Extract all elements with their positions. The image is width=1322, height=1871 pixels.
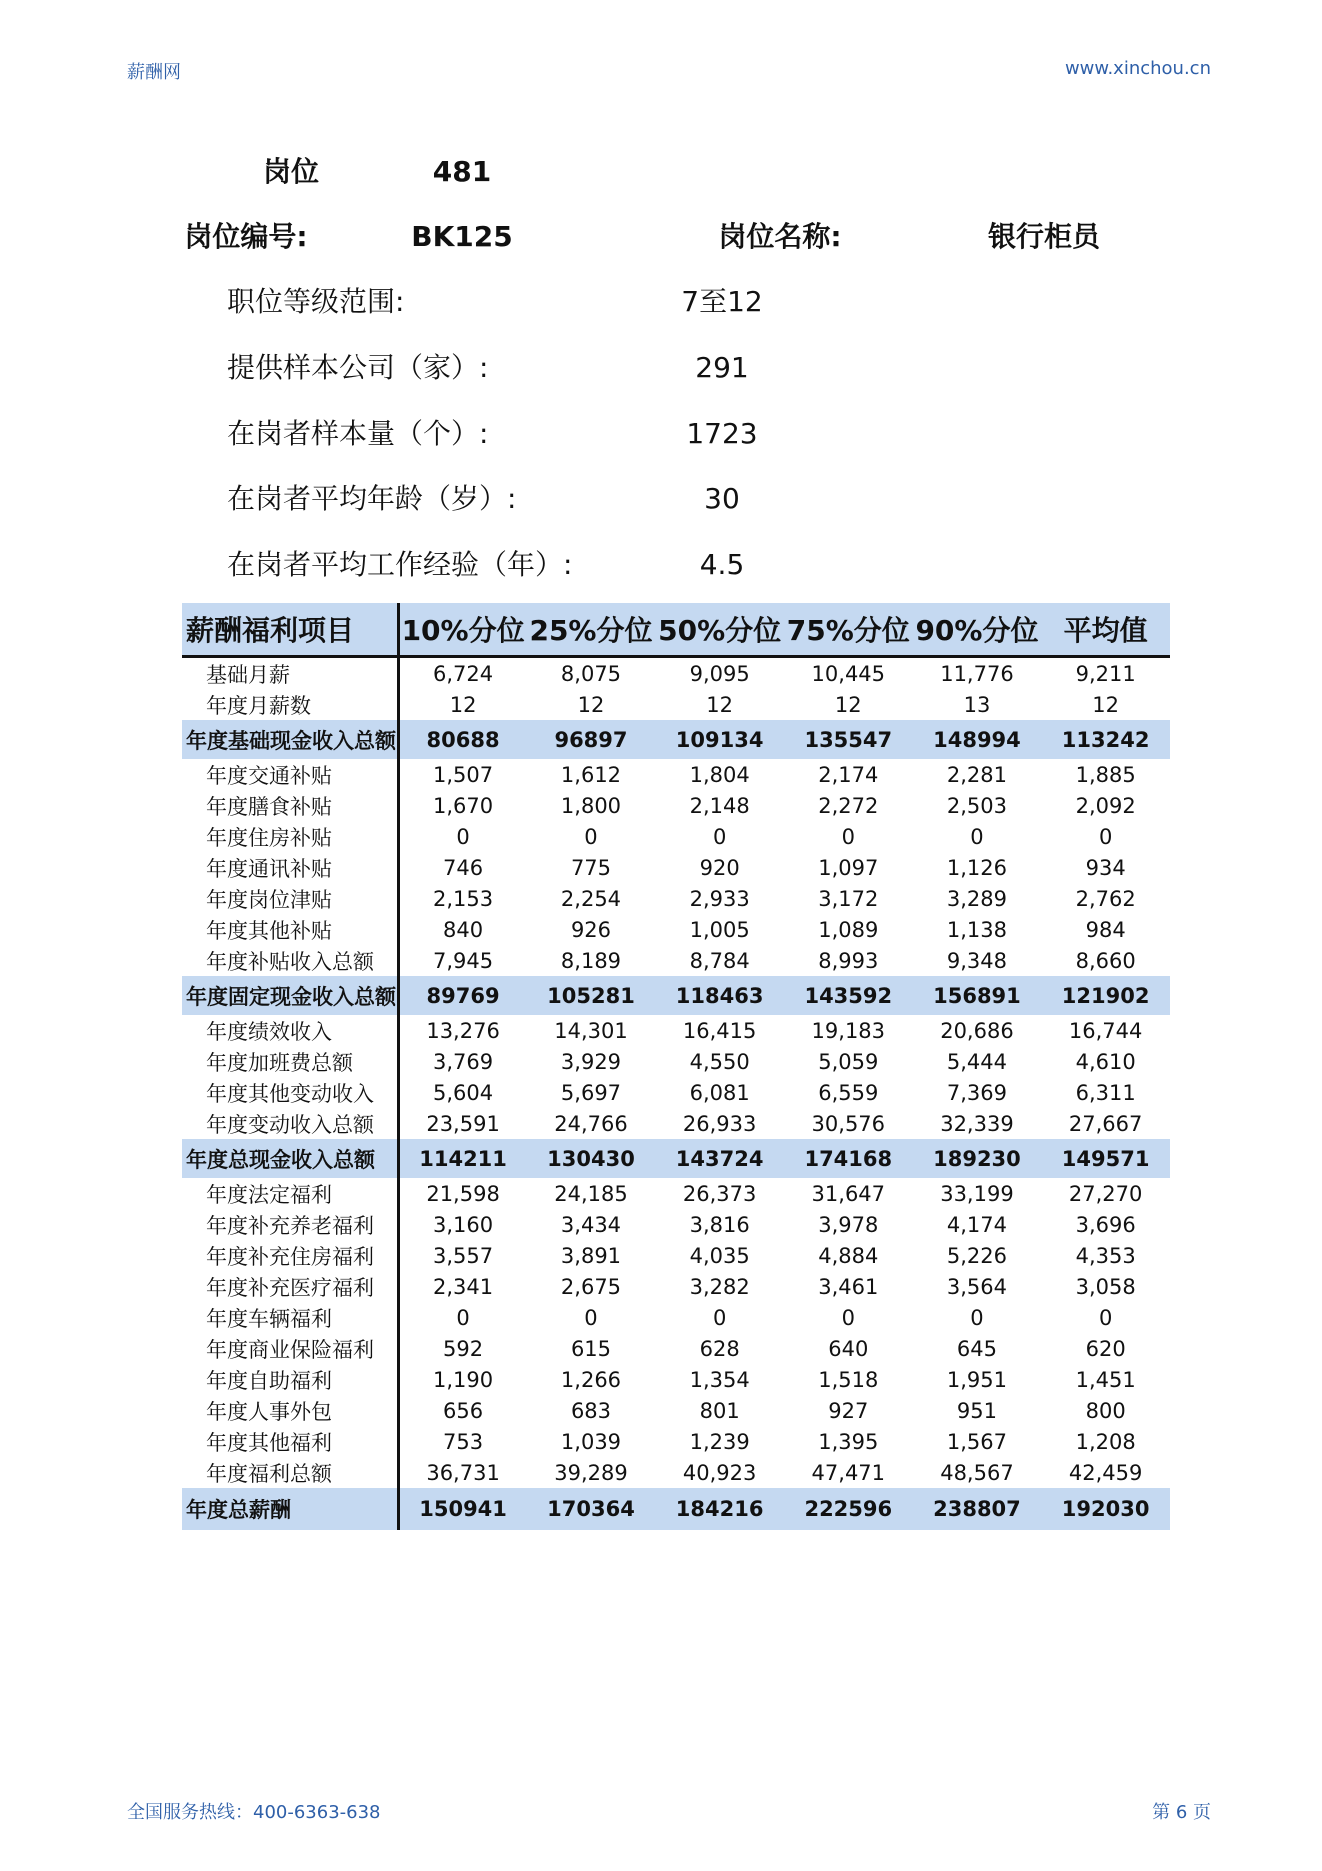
sample-size-label: 在岗者样本量（个）: — [227, 417, 489, 450]
cell-value: 2,933 — [689, 886, 750, 911]
cell-value: 42,459 — [1068, 1460, 1143, 1485]
sample-companies-value: 291 — [695, 351, 749, 384]
footer-hotline: 全国服务热线：400-6363-638 — [127, 1802, 381, 1823]
cell-value: 0 — [841, 1305, 855, 1330]
post-name-value: 银行柜员 — [987, 220, 1101, 253]
cell-value: 12 — [577, 692, 605, 717]
table-row — [182, 759, 1170, 790]
post-label: 岗位 — [262, 155, 320, 188]
table-row — [182, 657, 1170, 690]
cell-value: 0 — [1098, 1305, 1113, 1330]
table-row — [182, 945, 1170, 976]
cell-value: 89769 — [398, 976, 527, 1015]
cell-value: 2,341 — [433, 1274, 494, 1299]
cell-value: 0 — [456, 1305, 470, 1330]
row-label: 年度绩效收入 — [182, 1015, 398, 1046]
grade-range-value: 7至12 — [681, 285, 763, 318]
cell-value: 3,557 — [433, 1243, 494, 1268]
cell-value: 3,289 — [946, 886, 1008, 911]
cell-value: 13,276 — [426, 1018, 500, 1043]
row-label: 年度住房补贴 — [182, 821, 398, 852]
table-row — [182, 1457, 1170, 1488]
cell-value: 0 — [970, 1305, 984, 1330]
cell-value: 5,059 — [818, 1049, 879, 1074]
cell-value: 12 — [449, 692, 477, 717]
cell-value: 11,776 — [940, 661, 1014, 686]
cell-value: 26,373 — [682, 1181, 757, 1206]
cell-value: 96897 — [527, 720, 656, 759]
cell-value: 0 — [841, 824, 855, 849]
cell-value: 170364 — [527, 1488, 656, 1530]
cell-value: 80688 — [398, 720, 527, 759]
cell-value: 32,339 — [940, 1111, 1014, 1136]
cell-value: 3,434 — [560, 1212, 622, 1237]
table-row — [182, 883, 1170, 914]
cell-value: 2,254 — [560, 886, 622, 911]
row-label: 年度补充住房福利 — [182, 1240, 398, 1271]
cell-value: 801 — [699, 1398, 740, 1423]
col-header-p25: 25%分位 — [527, 603, 656, 657]
cell-value: 7,369 — [946, 1080, 1008, 1105]
cell-value: 620 — [1085, 1336, 1126, 1361]
cell-value: 149571 — [1041, 1139, 1170, 1178]
row-label: 年度商业保险福利 — [182, 1333, 398, 1364]
cell-value: 645 — [956, 1336, 997, 1361]
post-number: 481 — [432, 155, 492, 188]
cell-value: 148994 — [913, 720, 1042, 759]
cell-value: 143592 — [784, 976, 913, 1015]
cell-value: 1,208 — [1075, 1429, 1136, 1454]
row-label: 年度月薪数 — [182, 689, 398, 720]
cell-value: 33,199 — [940, 1181, 1014, 1206]
cell-value: 13 — [963, 692, 991, 717]
table-row — [182, 914, 1170, 945]
row-label: 年度其他变动收入 — [182, 1077, 398, 1108]
row-label: 基础月薪 — [182, 657, 398, 690]
cell-value: 143724 — [655, 1139, 784, 1178]
cell-value: 0 — [584, 1305, 598, 1330]
cell-value: 1,239 — [689, 1429, 750, 1454]
col-header-p90: 90%分位 — [913, 603, 1042, 657]
col-header-p50: 50%分位 — [655, 603, 784, 657]
post-code-value: BK125 — [411, 220, 513, 253]
row-label: 年度福利总额 — [182, 1457, 398, 1488]
cell-value: 1,567 — [946, 1429, 1008, 1454]
cell-value: 2,272 — [818, 793, 879, 818]
cell-value: 640 — [828, 1336, 869, 1361]
post-name-label: 岗位名称: — [718, 220, 842, 253]
cell-value: 3,769 — [433, 1049, 494, 1074]
cell-value: 47,471 — [811, 1460, 886, 1485]
cell-value: 8,189 — [560, 948, 622, 973]
cell-value: 36,731 — [426, 1460, 500, 1485]
cell-value: 775 — [570, 855, 612, 880]
cell-value: 592 — [443, 1336, 484, 1361]
cell-value: 3,696 — [1075, 1212, 1136, 1237]
average-experience-label: 在岗者平均工作经验（年）: — [227, 548, 573, 581]
cell-value: 2,153 — [433, 886, 494, 911]
cell-value: 1,126 — [946, 855, 1008, 880]
cell-value: 4,610 — [1075, 1049, 1136, 1074]
table-summary-row — [182, 1488, 1170, 1530]
cell-value: 150941 — [398, 1488, 527, 1530]
row-label: 年度人事外包 — [182, 1395, 398, 1426]
cell-value: 1,190 — [433, 1367, 494, 1392]
cell-value: 1,507 — [433, 762, 494, 787]
cell-value: 3,461 — [818, 1274, 879, 1299]
cell-value: 1,800 — [560, 793, 622, 818]
row-label: 年度补充医疗福利 — [182, 1271, 398, 1302]
cell-value: 5,604 — [433, 1080, 494, 1105]
cell-value: 800 — [1085, 1398, 1126, 1423]
cell-value: 8,784 — [689, 948, 750, 973]
table-row — [182, 821, 1170, 852]
cell-value: 3,978 — [818, 1212, 879, 1237]
cell-value: 2,281 — [946, 762, 1008, 787]
footer-page-number: 第 6 页 — [1152, 1802, 1211, 1823]
cell-value: 7,945 — [433, 948, 494, 973]
cell-value: 19,183 — [811, 1018, 886, 1043]
row-label: 年度通讯补贴 — [182, 852, 398, 883]
cell-value: 9,211 — [1075, 661, 1136, 686]
cell-value: 192030 — [1041, 1488, 1170, 1530]
cell-value: 121902 — [1041, 976, 1170, 1015]
header-site-name: 薪酬网 — [127, 62, 181, 83]
row-label: 年度交通补贴 — [182, 759, 398, 790]
cell-value: 1,612 — [560, 762, 622, 787]
cell-value: 628 — [699, 1336, 740, 1361]
cell-value: 1,451 — [1075, 1367, 1136, 1392]
cell-value: 1,097 — [818, 855, 879, 880]
cell-value: 984 — [1085, 917, 1126, 942]
cell-value: 24,185 — [554, 1181, 628, 1206]
cell-value: 2,148 — [689, 793, 750, 818]
cell-value: 40,923 — [682, 1460, 757, 1485]
cell-value: 130430 — [527, 1139, 656, 1178]
cell-value: 6,081 — [689, 1080, 750, 1105]
cell-value: 3,929 — [560, 1049, 622, 1074]
cell-value: 1,039 — [560, 1429, 622, 1454]
cell-value: 189230 — [913, 1139, 1042, 1178]
cell-value: 1,266 — [560, 1367, 622, 1392]
col-header-average: 平均值 — [1041, 603, 1170, 657]
cell-value: 0 — [1098, 824, 1113, 849]
cell-value: 1,951 — [946, 1367, 1008, 1392]
cell-value: 21,598 — [426, 1181, 500, 1206]
row-label: 年度总现金收入总额 — [182, 1139, 398, 1178]
cell-value: 0 — [970, 824, 984, 849]
cell-value: 238807 — [913, 1488, 1042, 1530]
cell-value: 920 — [699, 855, 740, 880]
table-row — [182, 1046, 1170, 1077]
table-summary-row — [182, 976, 1170, 1015]
table-summary-row — [182, 720, 1170, 759]
cell-value: 31,647 — [811, 1181, 886, 1206]
cell-value: 3,282 — [689, 1274, 750, 1299]
row-label: 年度基础现金收入总额 — [182, 720, 398, 759]
cell-value: 926 — [570, 917, 612, 942]
cell-value: 8,993 — [818, 948, 879, 973]
table-row — [182, 689, 1170, 720]
cell-value: 5,697 — [560, 1080, 622, 1105]
table-row — [182, 1271, 1170, 1302]
row-label: 年度其他福利 — [182, 1426, 398, 1457]
table-row — [182, 1240, 1170, 1271]
row-label: 年度加班费总额 — [182, 1046, 398, 1077]
header-site-url[interactable]: www.xinchou.cn — [1064, 58, 1211, 79]
cell-value: 2,092 — [1075, 793, 1136, 818]
table-row — [182, 1426, 1170, 1457]
table-row — [182, 1395, 1170, 1426]
cell-value: 23,591 — [426, 1111, 500, 1136]
cell-value: 2,675 — [560, 1274, 622, 1299]
cell-value: 4,174 — [946, 1212, 1008, 1237]
cell-value: 9,095 — [689, 661, 750, 686]
table-summary-row — [182, 1139, 1170, 1178]
cell-value: 3,816 — [689, 1212, 750, 1237]
table-row — [182, 852, 1170, 883]
cell-value: 222596 — [784, 1488, 913, 1530]
col-header-item: 薪酬福利项目 — [182, 603, 398, 657]
average-age-value: 30 — [704, 482, 740, 515]
cell-value: 6,724 — [433, 661, 494, 686]
cell-value: 30,576 — [811, 1111, 886, 1136]
salary-table-header-row — [182, 603, 1170, 657]
cell-value: 39,289 — [554, 1460, 628, 1485]
cell-value: 615 — [570, 1336, 612, 1361]
cell-value: 3,172 — [818, 886, 879, 911]
cell-value: 683 — [570, 1398, 612, 1423]
cell-value: 184216 — [655, 1488, 784, 1530]
cell-value: 0 — [712, 1305, 727, 1330]
cell-value: 951 — [956, 1398, 997, 1423]
table-row — [182, 1015, 1170, 1046]
row-label: 年度补充养老福利 — [182, 1209, 398, 1240]
table-row — [182, 1333, 1170, 1364]
col-header-p10: 10%分位 — [398, 603, 527, 657]
cell-value: 4,884 — [818, 1243, 879, 1268]
table-row — [182, 1209, 1170, 1240]
cell-value: 156891 — [913, 976, 1042, 1015]
cell-value: 1,518 — [818, 1367, 879, 1392]
cell-value: 1,804 — [689, 762, 750, 787]
table-row — [182, 1178, 1170, 1209]
cell-value: 3,891 — [560, 1243, 622, 1268]
cell-value: 4,353 — [1075, 1243, 1136, 1268]
cell-value: 3,564 — [946, 1274, 1008, 1299]
cell-value: 1,395 — [818, 1429, 879, 1454]
cell-value: 840 — [443, 917, 484, 942]
cell-value: 135547 — [784, 720, 913, 759]
cell-value: 24,766 — [554, 1111, 628, 1136]
cell-value: 6,311 — [1075, 1080, 1136, 1105]
row-label: 年度法定福利 — [182, 1178, 398, 1209]
table-row — [182, 790, 1170, 821]
cell-value: 4,035 — [689, 1243, 750, 1268]
cell-value: 6,559 — [818, 1080, 879, 1105]
cell-value: 4,550 — [689, 1049, 750, 1074]
cell-value: 48,567 — [940, 1460, 1014, 1485]
cell-value: 8,660 — [1075, 948, 1136, 973]
cell-value: 8,075 — [560, 661, 622, 686]
cell-value: 12 — [834, 692, 862, 717]
cell-value: 26,933 — [682, 1111, 757, 1136]
cell-value: 3,058 — [1075, 1274, 1136, 1299]
cell-value: 5,444 — [946, 1049, 1008, 1074]
cell-value: 109134 — [655, 720, 784, 759]
cell-value: 16,415 — [682, 1018, 757, 1043]
cell-value: 934 — [1085, 855, 1126, 880]
cell-value: 113242 — [1041, 720, 1170, 759]
table-row — [182, 1302, 1170, 1333]
row-label: 年度补贴收入总额 — [182, 945, 398, 976]
row-label: 年度变动收入总额 — [182, 1108, 398, 1139]
cell-value: 1,354 — [689, 1367, 750, 1392]
cell-value: 656 — [443, 1398, 484, 1423]
cell-value: 0 — [456, 824, 470, 849]
row-label: 年度自助福利 — [182, 1364, 398, 1395]
sample-size-value: 1723 — [686, 417, 758, 450]
cell-value: 118463 — [655, 976, 784, 1015]
cell-value: 105281 — [527, 976, 656, 1015]
average-age-label: 在岗者平均年龄（岁）: — [227, 482, 517, 515]
cell-value: 16,744 — [1068, 1018, 1143, 1043]
cell-value: 746 — [443, 855, 484, 880]
cell-value: 12 — [706, 692, 733, 717]
cell-value: 12 — [1092, 692, 1119, 717]
cell-value: 9,348 — [946, 948, 1008, 973]
cell-value: 927 — [828, 1398, 869, 1423]
grade-range-label: 职位等级范围: — [227, 285, 405, 318]
table-row — [182, 1077, 1170, 1108]
cell-value: 1,005 — [689, 917, 750, 942]
row-label: 年度总薪酬 — [182, 1488, 398, 1530]
row-label: 年度膳食补贴 — [182, 790, 398, 821]
cell-value: 20,686 — [940, 1018, 1014, 1043]
row-label: 年度车辆福利 — [182, 1302, 398, 1333]
col-header-p75: 75%分位 — [784, 603, 913, 657]
cell-value: 2,503 — [946, 793, 1008, 818]
cell-value: 753 — [443, 1429, 484, 1454]
row-label: 年度固定现金收入总额 — [182, 976, 398, 1015]
row-label: 年度其他补贴 — [182, 914, 398, 945]
cell-value: 1,138 — [946, 917, 1008, 942]
cell-value: 27,270 — [1068, 1181, 1143, 1206]
cell-value: 5,226 — [946, 1243, 1008, 1268]
cell-value: 27,667 — [1068, 1111, 1143, 1136]
cell-value: 114211 — [398, 1139, 527, 1178]
average-experience-value: 4.5 — [699, 548, 745, 581]
table-row — [182, 1364, 1170, 1395]
salary-table — [182, 603, 1170, 1530]
cell-value: 2,174 — [818, 762, 879, 787]
row-label: 年度岗位津贴 — [182, 883, 398, 914]
table-row — [182, 1108, 1170, 1139]
cell-value: 1,089 — [818, 917, 879, 942]
cell-value: 2,762 — [1075, 886, 1136, 911]
cell-value: 1,885 — [1075, 762, 1136, 787]
post-code-label: 岗位编号: — [184, 220, 308, 253]
cell-value: 3,160 — [433, 1212, 494, 1237]
sample-companies-label: 提供样本公司（家）: — [227, 351, 489, 384]
cell-value: 1,670 — [433, 793, 494, 818]
cell-value: 0 — [584, 824, 598, 849]
cell-value: 0 — [712, 824, 727, 849]
cell-value: 174168 — [784, 1139, 913, 1178]
cell-value: 14,301 — [554, 1018, 628, 1043]
cell-value: 10,445 — [811, 661, 886, 686]
